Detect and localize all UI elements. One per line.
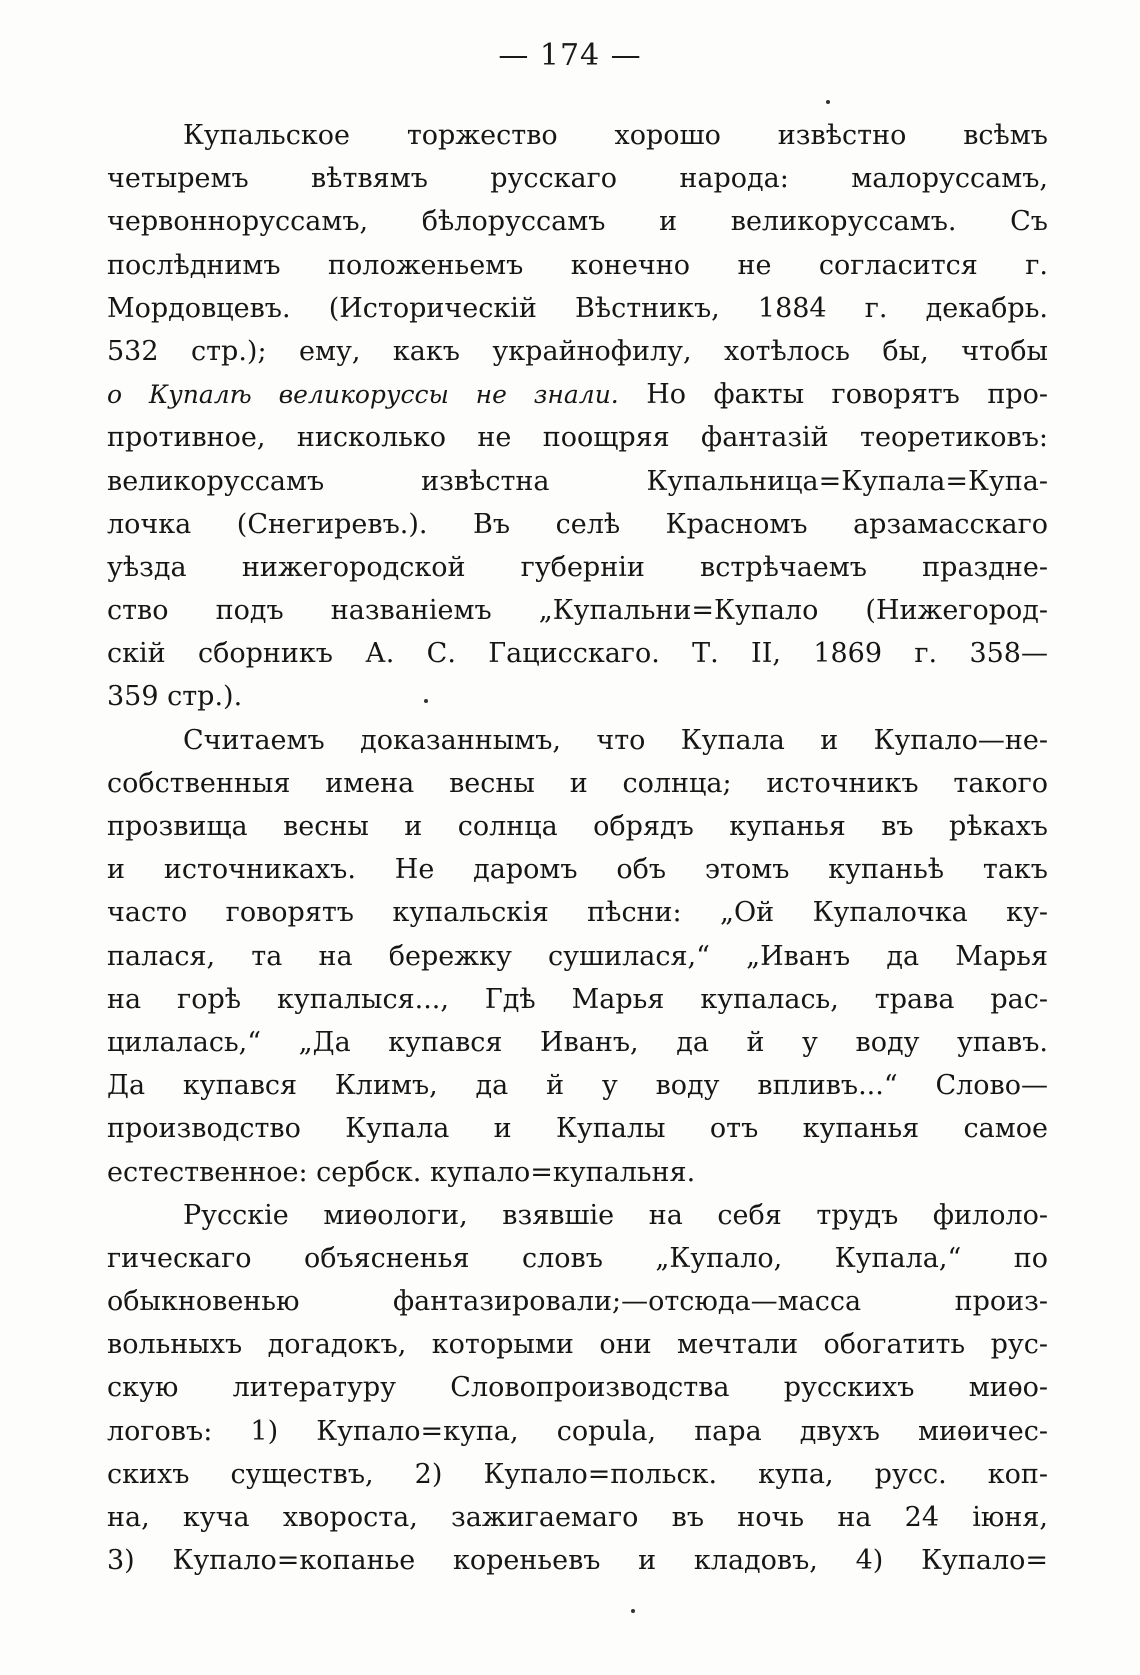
text-line: скую литературу Словопроизводства русскихъ миѳо- — [107, 1372, 1048, 1404]
text-line: собственныя имена весны и солнца; источникъ такого — [107, 767, 1048, 799]
text-line: 359 стр.). — [107, 681, 243, 713]
text-line: гическаго объясненья словъ „Купало, Купала,“ по — [107, 1242, 1048, 1274]
paragraph-3 — [107, 1194, 1048, 1583]
text-line: великоруссамъ извѣстна Купальница=Купала=Купа- — [107, 465, 1048, 497]
italic-phrase: о Купалѣ великоруссы не знали. — [107, 380, 619, 410]
text-line: на горѣ купалыся..., Гдѣ Марья купалась, трава рас- — [107, 983, 1048, 1015]
scan-speck — [826, 100, 830, 104]
body-text — [107, 114, 1048, 1582]
text-line: противное, нисколько не поощряя фантазій теоретиковъ: — [107, 422, 1048, 454]
paragraph-1 — [107, 114, 1048, 719]
text-fragment: Но факты говорятъ про- — [646, 379, 1048, 411]
text-line: производство Купала и Купалы отъ купанья самое — [107, 1113, 1048, 1145]
scan-speck — [631, 1609, 635, 1613]
text-line: Купальское торжество хорошо извѣстно всѣмъ — [183, 120, 1048, 151]
paragraph-2 — [107, 719, 1048, 1194]
text-line: цилалась,“ „Да купався Иванъ, да й у воду упавъ. — [107, 1026, 1048, 1058]
text-line: прозвища весны и солнца обрядъ купанья въ рѣкахъ — [107, 811, 1048, 842]
scan-speck — [424, 699, 428, 703]
text-line: четыремъ вѣтвямъ русскаго народа: малоруссамъ, — [107, 163, 1048, 195]
text-line: обыкновенью фантазировали;—отсюда—масса произ- — [107, 1286, 1048, 1318]
text-line: скій сборникъ А. С. Гацисскаго. Т. II, 1869 г. 358— — [107, 638, 1048, 670]
text-line: лочка (Снегиревъ.). Въ селѣ Красномъ арзамасскаго — [107, 508, 1048, 540]
text-line: естественное: сербск. купало=купальня. — [107, 1156, 696, 1188]
text-line: и источникахъ. Не даромъ объ этомъ купаньѣ такъ — [107, 854, 1048, 886]
text-line: палася, та на бережку сушилася,“ „Иванъ да Марья — [107, 940, 1048, 972]
text-line: Русскіе миѳологи, взявшіе на себя трудъ филоло- — [183, 1199, 1048, 1231]
text-line: вольныхъ догадокъ, которыми они мечтали обогатить рус- — [107, 1329, 1048, 1361]
text-line: червонноруссамъ, бѣлоруссамъ и великоруссамъ. Съ — [107, 206, 1048, 238]
page-number: — 174 — — [498, 38, 642, 73]
text-line: ство подъ названіемъ „Купальни=Купало (Нижегород- — [107, 595, 1048, 627]
text-line: уѣзда нижегородской губерніи встрѣчаемъ праздне- — [107, 551, 1048, 583]
text-line: Да купався Климъ, да й у воду впливъ...“ Слово— — [107, 1070, 1048, 1102]
text-line: Мордовцевъ. (Историческій Вѣстникъ, 1884 г. декабрь. — [107, 292, 1048, 324]
text-line: на, куча хвороста, зажигаемаго въ ночь на 24 іюня, — [107, 1502, 1048, 1533]
text-line: часто говорятъ купальскія пѣсни: „Ой Купалочка ку- — [107, 897, 1048, 929]
text-line: скихъ существъ, 2) Купало=польск. купа, русс. коп- — [107, 1458, 1048, 1490]
text-line: логовъ: 1) Купало=купа, copula, пара двухъ миѳичес- — [107, 1415, 1048, 1447]
text-line: Считаемъ доказаннымъ, что Купала и Купало—не- — [183, 724, 1048, 756]
text-line-with-italic — [107, 373, 1048, 416]
text-line: 532 стр.); ему, какъ украйнофилу, хотѣлось бы, чтобы — [107, 335, 1048, 367]
text-line: 3) Купало=копанье кореньевъ и кладовъ, 4) Купало= — [107, 1545, 1048, 1577]
text-line: послѣднимъ положеньемъ конечно не согласится г. — [107, 249, 1048, 281]
